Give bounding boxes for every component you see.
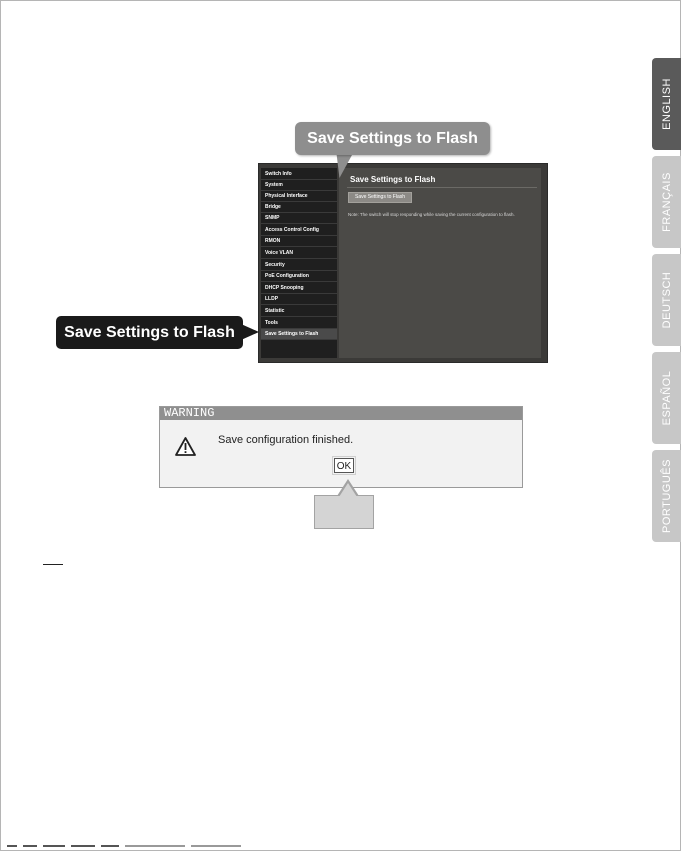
tab-portugues-label: PORTUGUÊS xyxy=(660,459,673,533)
tab-deutsch[interactable] xyxy=(652,254,681,346)
menu-item-statistic[interactable]: Statistic xyxy=(261,306,337,317)
tab-english-label: ENGLISH xyxy=(660,78,673,130)
note-underline xyxy=(43,564,63,565)
tab-english[interactable] xyxy=(652,58,681,150)
title-divider xyxy=(347,187,537,188)
left-callout-pointer xyxy=(241,324,259,340)
save-note-text: Note: The switch will stop responding while saving the current configuration to flash. xyxy=(348,212,515,217)
menu-item-poe-configuration[interactable]: PoE Configuration xyxy=(261,271,337,282)
switch-ui-page-title: Save Settings to Flash xyxy=(350,175,436,184)
menu-item-dhcp-snooping[interactable]: DHCP Snooping xyxy=(261,283,337,294)
tab-francais[interactable] xyxy=(652,156,681,248)
pointer-bubble xyxy=(314,495,374,529)
left-callout: Save Settings to Flash xyxy=(56,316,243,349)
top-callout: Save Settings to Flash xyxy=(295,122,490,155)
menu-item-physical-interface[interactable]: Physical Interface xyxy=(261,191,337,202)
menu-item-bridge[interactable]: Bridge xyxy=(261,202,337,213)
warning-triangle-icon xyxy=(175,437,196,456)
dialog-message: Save configuration finished. xyxy=(218,434,354,446)
ok-button[interactable]: OK xyxy=(334,458,354,473)
pointer-bubble-tail xyxy=(339,483,357,497)
menu-item-security[interactable]: Security xyxy=(261,260,337,271)
tab-deutsch-label: DEUTSCH xyxy=(660,271,673,329)
menu-item-switch-info[interactable]: Switch Info xyxy=(261,169,337,180)
menu-item-save-settings-to-flash[interactable]: Save Settings to Flash xyxy=(261,329,337,340)
menu-item-access-control-config[interactable]: Access Control Config xyxy=(261,225,337,236)
tab-portugues[interactable] xyxy=(652,450,681,542)
save-settings-button[interactable]: Save Settings to Flash xyxy=(348,192,412,203)
menu-item-snmp[interactable]: SNMP xyxy=(261,213,337,224)
menu-item-tools[interactable]: Tools xyxy=(261,318,337,329)
menu-item-lldp[interactable]: LLDP xyxy=(261,294,337,305)
tab-francais-label: FRANÇAIS xyxy=(660,172,673,232)
switch-ui-sidebar xyxy=(261,168,337,358)
tab-espanol[interactable] xyxy=(652,352,681,444)
footer-marks xyxy=(7,845,327,849)
switch-ui-screenshot xyxy=(258,163,548,363)
menu-item-rmon[interactable]: RMON xyxy=(261,236,337,247)
menu-item-voice-vlan[interactable]: Voice VLAN xyxy=(261,248,337,259)
dialog-title: WARNING xyxy=(160,407,522,420)
warning-dialog xyxy=(159,406,523,488)
tab-espanol-label: ESPAÑOL xyxy=(660,370,673,426)
menu-item-system[interactable]: System xyxy=(261,180,337,191)
switch-ui-main-panel xyxy=(339,168,541,358)
